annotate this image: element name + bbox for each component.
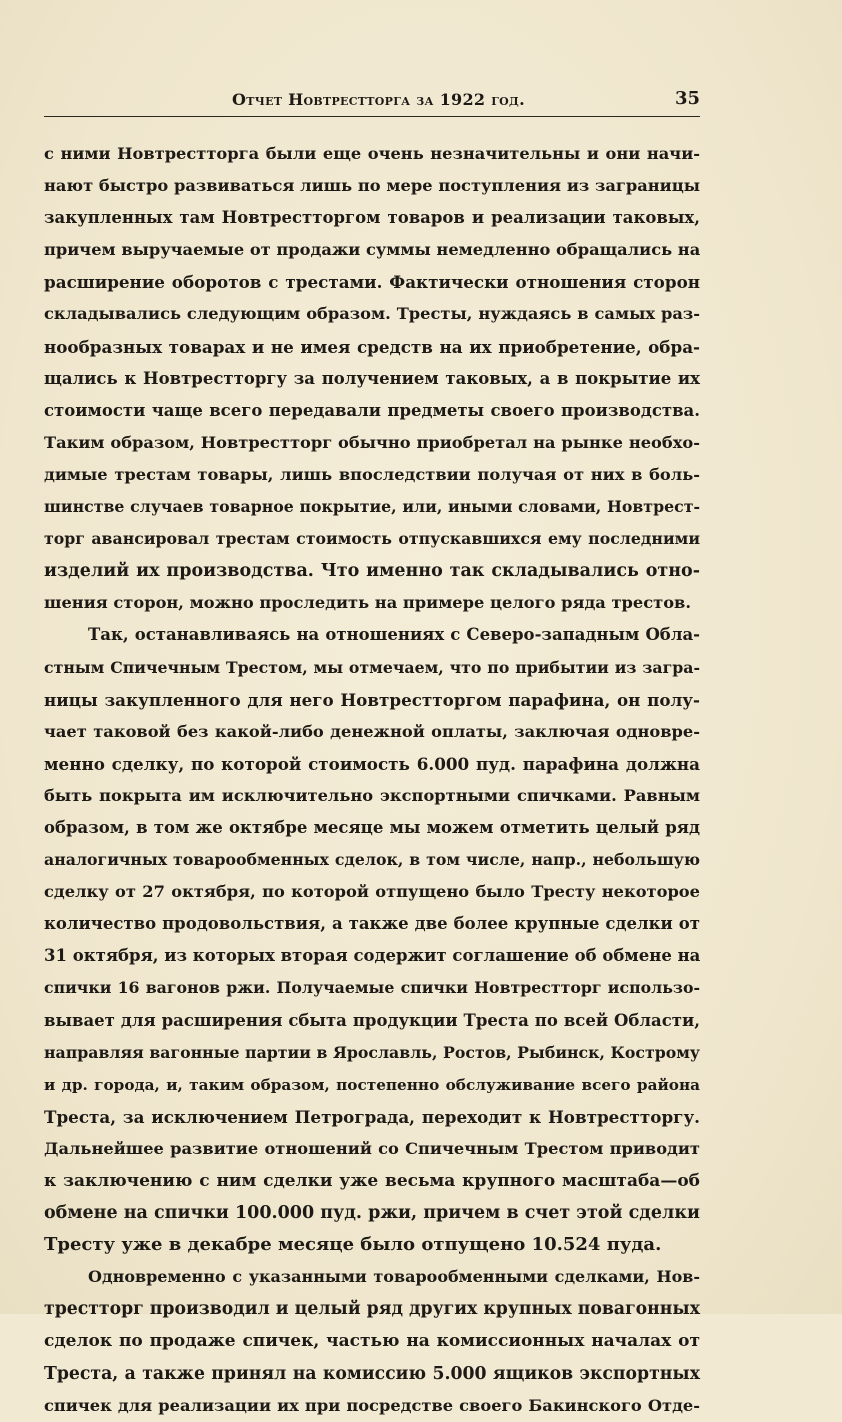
text-line: направляя вагонные партии в Ярославль, Ростов, Рыбинск, Кострому [44, 1042, 700, 1062]
body-text [44, 138, 700, 1422]
text-line: Треста, а также принял на комиссию 5.000 ящиков экспортных [44, 1363, 700, 1384]
text-line: закупленных там Новтрестторгом товаров и реализации таковых, [44, 208, 700, 228]
text-line: Одновременно с указанными товарообменными сделками, Нов- [88, 1267, 700, 1287]
text-line: спички 16 вагонов ржи. Получаемые спички Новтрестторг использо- [44, 978, 700, 998]
text-line: щались к Новтрестторгу за получением таковых, а в покрытие их [44, 368, 700, 388]
text-line: изделий их производства. Что именно так складывались отно- [44, 561, 700, 582]
header-rule [44, 116, 700, 117]
text-line: трестторг производил и целый ряд других крупных повагонных [44, 1299, 700, 1320]
text-line: менно сделку, по которой стоимость 6.000 пуд. парафина должна [44, 753, 700, 774]
text-line: образом, в том же октябре месяце мы можем отметить целый ряд [44, 817, 700, 837]
text-line: нообразных товарах и не имея средств на их приобретение, обра- [44, 336, 700, 357]
text-line: количество продовольствия, а также две более крупные сделки от [44, 914, 700, 934]
text-line: Так, останавливаясь на отношениях с Северо-западным Обла- [88, 625, 700, 645]
text-line: Тресту уже в декабре месяце было отпущено 10.524 пуда. [44, 1234, 662, 1256]
text-line: обмене на спички 100.000 пуд. ржи, причем в счет этой сделки [44, 1203, 700, 1224]
text-line: стным Спичечным Трестом, мы отмечаем, что по прибытии из загра- [44, 657, 700, 677]
text-line: шинстве случаев товарное покрытие, или, иными словами, Новтрест- [44, 497, 700, 517]
text-line: спичек для реализации их при посредстве своего Бакинского Отде- [44, 1395, 700, 1415]
text-line: вывает для расширения сбыта продукции Треста по всей Области, [44, 1010, 700, 1030]
text-line: 31 октября, из которых вторая содержит соглашение об обмене на [44, 946, 701, 966]
text-line: причем выручаемые от продажи суммы немедленно обращались на [44, 240, 701, 260]
text-line: шения сторон, можно проследить на примере целого ряда трестов. [44, 593, 692, 613]
text-line: и др. города, и, таким образом, постепенно обслуживание всего района [44, 1075, 700, 1094]
text-line: аналогичных товарообменных сделок, в том числе, напр., небольшую [44, 850, 700, 870]
text-line: стоимости чаще всего передавали предметы своего производства. [44, 400, 700, 420]
text-line: расширение оборотов с трестами. Фактически отношения сторон [44, 272, 700, 293]
text-line: Таким образом, Новтрестторг обычно приобретал на рынке необхо- [44, 432, 700, 452]
text-line: димые трестам товары, лишь впоследствии получая от них в боль- [44, 464, 700, 484]
text-line: торг авансировал трестам стоимость отпускавшихся ему последними [44, 529, 700, 549]
text-line: быть покрыта им исключительно экспортными спичками. Равным [44, 785, 700, 805]
header-title: Отчет Новтрестторга за 1922 год. [232, 90, 525, 109]
text-line: сделку от 27 октября, по которой отпущено было Тресту некоторое [44, 882, 700, 902]
text-line: к заключению с ним сделки уже весьма крупного масштаба—об [44, 1171, 700, 1191]
text-line: сделок по продаже спичек, частью на комиссионных началах от [44, 1331, 700, 1352]
text-line: чает таковой без какой-либо денежной оплаты, заключая одновре- [44, 721, 700, 741]
text-line: складывались следующим образом. Тресты, нуждаясь в самых раз- [44, 304, 700, 324]
text-line: ницы закупленного для него Новтрестторгом парафина, он полу- [44, 689, 700, 710]
text-line: нают быстро развиваться лишь по мере поступления из заграницы [44, 176, 700, 196]
page-number: 35 [674, 88, 700, 109]
text-line: Треста, за исключением Петрограда, переходит к Новтрестторгу. [44, 1106, 700, 1127]
running-header [44, 86, 700, 118]
text-line: с ними Новтрестторга были еще очень незначительны и они начи- [44, 144, 700, 163]
text-line: Дальнейшее развитие отношений со Спичечным Трестом приводит [44, 1138, 700, 1158]
